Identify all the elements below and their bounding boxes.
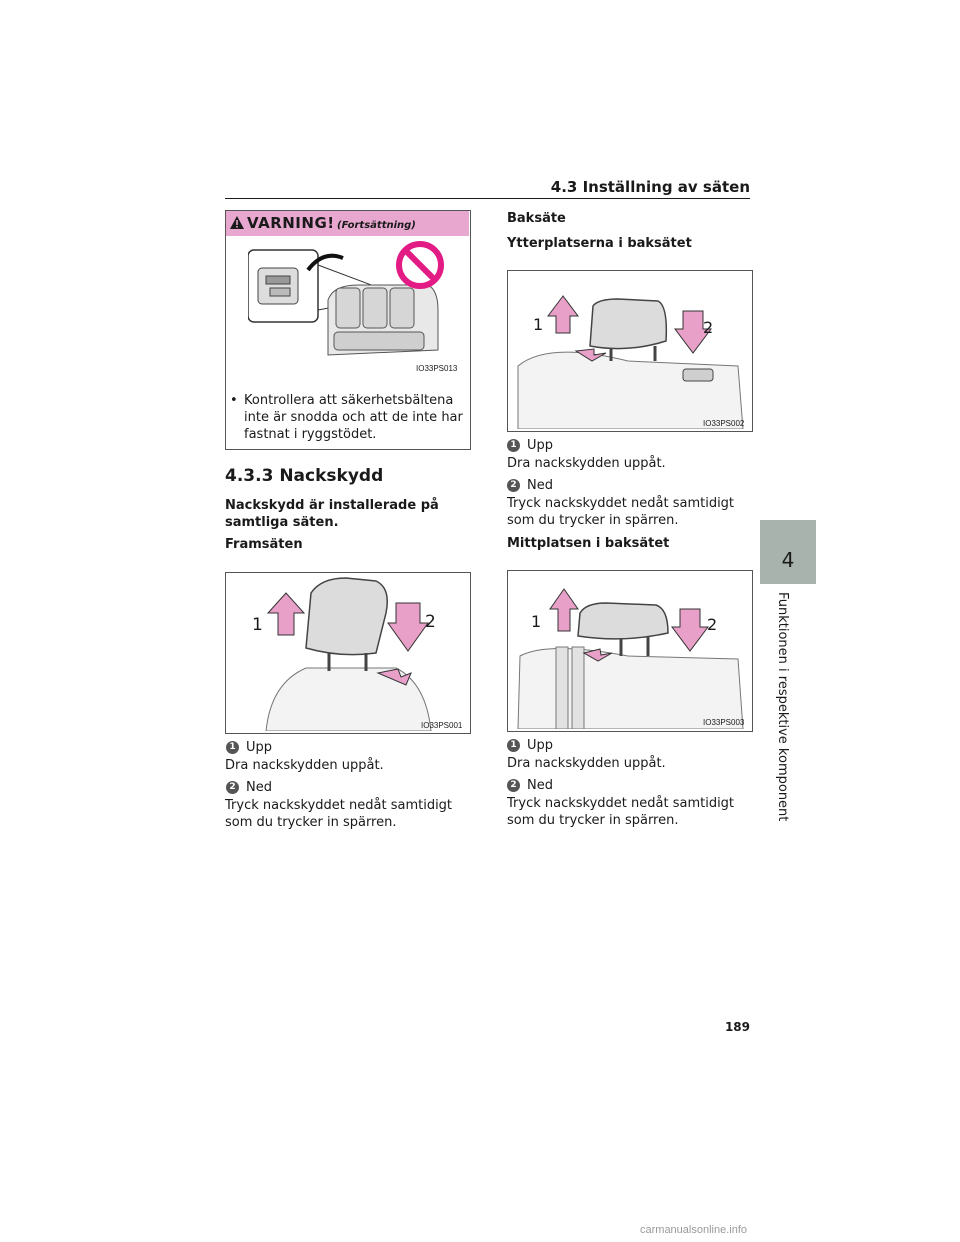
- section-intro: Nackskydd är installerade på samtliga säten.: [225, 498, 439, 530]
- rear-middle-heading: Mittplatsen i baksätet: [507, 536, 670, 551]
- rear-middle-figure-drawing: [508, 571, 751, 729]
- number-badge: 2: [226, 781, 239, 794]
- figure-code: IO33PS003: [703, 718, 745, 727]
- warning-subtitle: (Fortsättning): [337, 220, 416, 231]
- rear-outer-figure-drawing: [508, 271, 751, 429]
- prohibited-icon: [399, 244, 441, 286]
- section-title: 4.3.3 Nackskydd: [225, 466, 384, 486]
- chapter-number: 4: [781, 548, 795, 572]
- callout-2: 2: [707, 615, 718, 634]
- bullet: •: [230, 393, 238, 408]
- item-desc: Dra nackskydden uppåt.: [507, 456, 666, 471]
- warning-triangle-icon: [229, 215, 245, 230]
- rear-outer-heading: Ytterplatserna i baksätet: [507, 236, 692, 251]
- number-badge: 1: [507, 739, 520, 752]
- callout-1: 1: [531, 612, 542, 631]
- item-desc: Dra nackskydden uppåt.: [507, 756, 666, 771]
- number-badge: 1: [226, 741, 239, 754]
- item-desc: Tryck nackskyddet nedåt samtidigt som du trycker in spärren.: [225, 798, 453, 830]
- running-header: 4.3 Inställning av säten: [550, 178, 750, 196]
- callout-2: 2: [703, 318, 714, 337]
- callout-1: 1: [533, 315, 544, 334]
- figure-code: IO33PS001: [421, 721, 463, 730]
- number-badge: 2: [507, 479, 520, 492]
- item-label: Ned: [527, 478, 553, 493]
- figure-code: IO33PS002: [703, 419, 745, 428]
- item-desc: Tryck nackskyddet nedåt samtidigt som du trycker in spärren.: [507, 496, 735, 528]
- callout-2: 2: [425, 612, 436, 632]
- chapter-title: [770, 592, 790, 822]
- number-badge: 2: [507, 779, 520, 792]
- warning-title: VARNING!: [247, 214, 335, 232]
- number-badge: 1: [507, 439, 520, 452]
- figure-code: IO33PS013: [416, 364, 458, 373]
- callout-1: 1: [252, 615, 263, 635]
- warning-text: Kontrollera att säkerhetsbältena inte är snodda och att de inte har fastnat i ryggstödet.: [244, 393, 463, 442]
- item-desc: Dra nackskydden uppåt.: [225, 758, 384, 773]
- item-label: Upp: [527, 738, 554, 753]
- item-desc: Tryck nackskyddet nedåt samtidigt som du trycker in spärren.: [507, 796, 735, 828]
- warning-figure: [248, 240, 470, 375]
- item-label: Ned: [246, 780, 272, 795]
- page-number: 189: [724, 1020, 750, 1034]
- item-label: Upp: [527, 438, 554, 453]
- item-label: Upp: [246, 740, 273, 755]
- header-rule: [225, 198, 750, 199]
- watermark: carmanualsonline.info: [640, 1224, 748, 1236]
- item-label: Ned: [527, 778, 553, 793]
- rear-heading: Baksäte: [507, 211, 566, 226]
- front-heading: Framsäten: [225, 537, 303, 552]
- front-figure-drawing: [226, 573, 469, 731]
- chapter-title-text: Funktionen i respektive komponent: [775, 592, 790, 822]
